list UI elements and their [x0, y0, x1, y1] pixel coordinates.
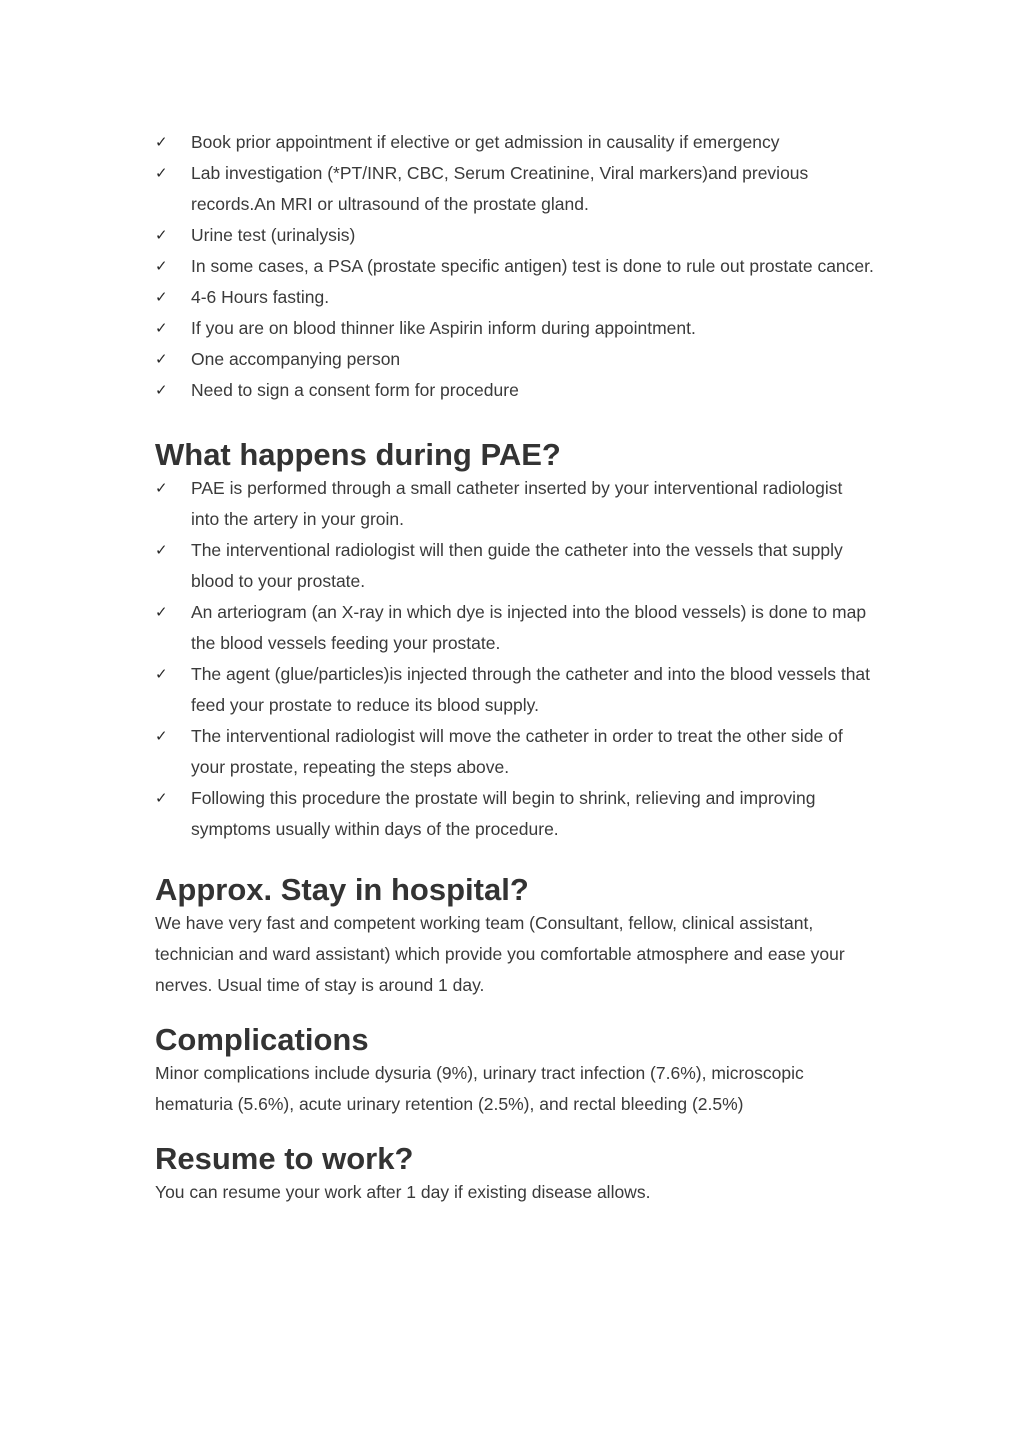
hospital-stay-section — [155, 872, 875, 1001]
section-heading-complications: Complications — [155, 1022, 369, 1057]
check-icon: ✓ — [155, 727, 168, 745]
checklist-item — [155, 313, 875, 344]
checklist-item-text: In some cases, a PSA (prostate specific antigen) test is done to rule out prostate cancer. — [191, 256, 874, 276]
check-icon: ✓ — [155, 350, 168, 368]
checklist-item — [155, 375, 875, 406]
check-icon: ✓ — [155, 288, 168, 306]
checklist-item-text: 4-6 Hours fasting. — [191, 287, 330, 307]
check-icon: ✓ — [155, 133, 168, 151]
resume-paragraph: You can resume your work after 1 day if existing disease allows. — [155, 1182, 651, 1202]
checklist-item-text: The agent (glue/particles)is injected through the catheter and into the blood vessels that feed your prostate to reduce its blood supply. — [191, 664, 871, 715]
checklist-item-text: PAE is performed through a small catheter inserted by your interventional radiologist into the artery in your groin. — [191, 478, 843, 529]
pae-procedure-section — [155, 437, 875, 845]
preparation-checklist — [155, 127, 875, 406]
check-icon: ✓ — [155, 603, 168, 621]
preparation-section — [155, 127, 875, 406]
checklist-item — [155, 473, 875, 535]
resume-work-section — [155, 1141, 875, 1208]
document-page — [155, 127, 875, 1208]
section-heading-pae: What happens during PAE? — [155, 437, 561, 472]
checklist-item-text: An arteriogram (an X-ray in which dye is injected into the blood vessels) is done to map the blood vessels feeding your prostate. — [191, 602, 867, 653]
checklist-item-text: Urine test (urinalysis) — [191, 225, 356, 245]
checklist-item — [155, 251, 875, 282]
checklist-item — [155, 282, 875, 313]
checklist-item-text: The interventional radiologist will then guide the catheter into the vessels that supply blood to your prostate. — [191, 540, 843, 591]
check-icon: ✓ — [155, 479, 168, 497]
checklist-item — [155, 659, 875, 721]
checklist-item — [155, 127, 875, 158]
check-icon: ✓ — [155, 381, 168, 399]
checklist-item-text: Book prior appointment if elective or get admission in causality if emergency — [191, 132, 780, 152]
section-heading-resume: Resume to work? — [155, 1141, 414, 1176]
section-heading-stay: Approx. Stay in hospital? — [155, 872, 529, 907]
check-icon: ✓ — [155, 665, 168, 683]
check-icon: ✓ — [155, 789, 168, 807]
check-icon: ✓ — [155, 164, 168, 182]
checklist-item — [155, 220, 875, 251]
checklist-item — [155, 344, 875, 375]
checklist-item-text: Need to sign a consent form for procedure — [191, 380, 519, 400]
checklist-item-text: The interventional radiologist will move the catheter in order to treat the other side of your prostate, repeating the steps above. — [191, 726, 843, 777]
stay-paragraph: We have very fast and competent working team (Consultant, fellow, clinical assistant, technician and ward assistant) which provide you comfortable atmosphere and ease your nerves. Usual time of stay is around 1 day. — [155, 913, 845, 995]
checklist-item — [155, 597, 875, 659]
checklist-item-text: Lab investigation (*PT/INR, CBC, Serum Creatinine, Viral markers)and previous records.An MRI or ultrasound of the prostate gland. — [191, 163, 809, 214]
check-icon: ✓ — [155, 257, 168, 275]
pae-steps-checklist — [155, 473, 875, 845]
check-icon: ✓ — [155, 226, 168, 244]
checklist-item — [155, 158, 875, 220]
checklist-item — [155, 783, 875, 845]
checklist-item-text: One accompanying person — [191, 349, 401, 369]
checklist-item — [155, 721, 875, 783]
checklist-item-text: Following this procedure the prostate will begin to shrink, relieving and improving symptoms usually within days of the procedure. — [191, 788, 816, 839]
complications-section — [155, 1022, 875, 1120]
complications-paragraph: Minor complications include dysuria (9%), urinary tract infection (7.6%), microscopic hematuria (5.6%), acute urinary retention (2.5%), and rectal bleeding (2.5%) — [155, 1063, 804, 1114]
checklist-item — [155, 535, 875, 597]
checklist-item-text: If you are on blood thinner like Aspirin inform during appointment. — [191, 318, 696, 338]
check-icon: ✓ — [155, 541, 168, 559]
check-icon: ✓ — [155, 319, 168, 337]
